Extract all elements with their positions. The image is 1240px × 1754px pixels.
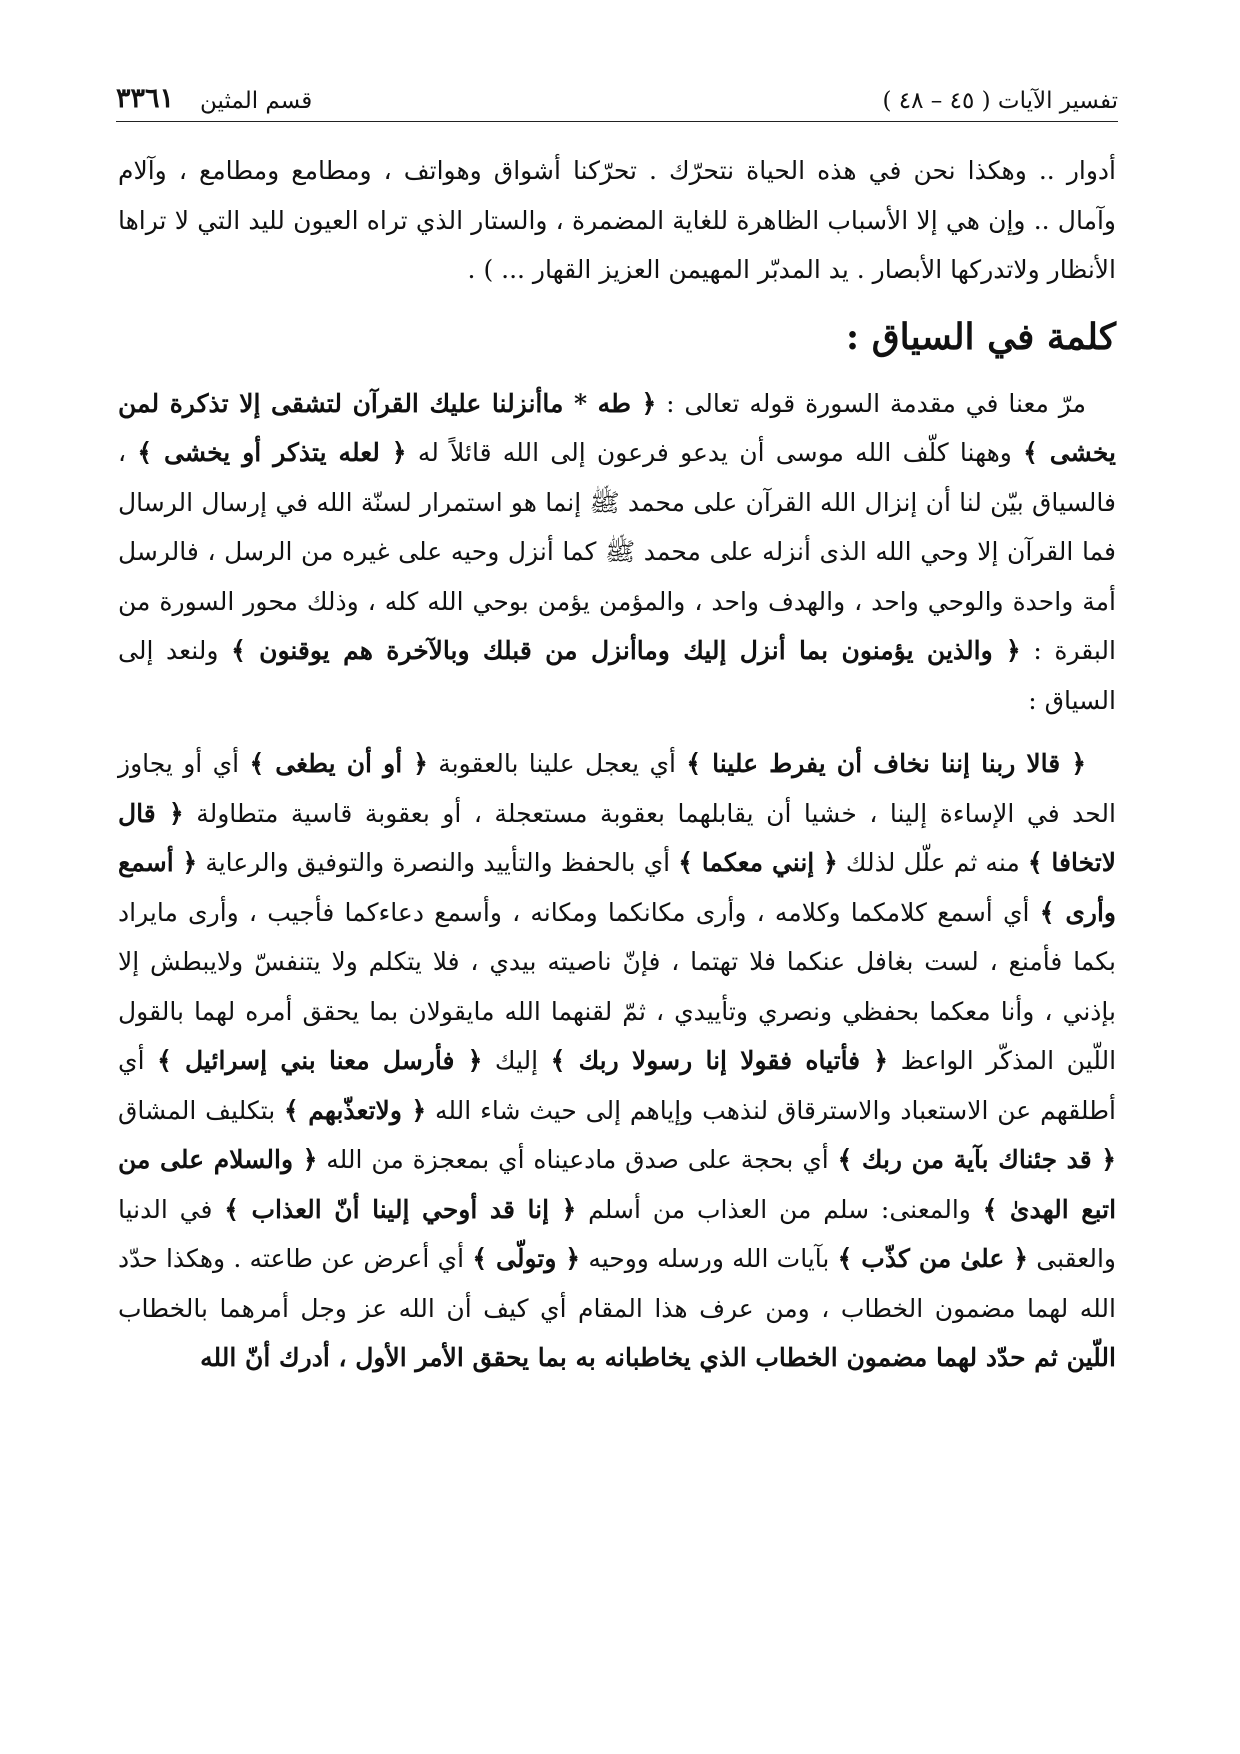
text-run: أي بالحفظ والتأييد والنصرة والتوفيق والرعاية: [205, 848, 671, 877]
quran-verse: ﴿ قال لاتخافا ﴾: [118, 798, 1116, 877]
text-run: أي أسمع كلامكما وكلامه ، وأرى مكانكما ومكانه ، وأسمع دعاءكما فأجيب ، وأرى مايراد بكما فأمنع ، لست بغافل عنكما فلا تهتما ، فإنّ ناصيته بيدي ، فلا يتكلم ولا يتنفسّ ولايبطش إلا بإذني ، وأنا معكما بحفظي ونصري وتأييدي ، ثمّ لقنهما الله مايقولان بما يحقق أمره لهما بالقول اللّين المذكّر الواعظ: [118, 897, 1117, 1075]
context-paragraph: [118, 379, 1116, 726]
quran-verse: ﴿ طه * ماأنزلنا عليك القرآن لتشقى إلا تذكرة لمن يخشى ﴾: [118, 388, 1117, 467]
text-run: والمعنى: سلم من العذاب من أسلم: [588, 1194, 971, 1224]
quran-verse: ﴿ علىٰ من كذّب ﴾: [837, 1244, 1028, 1273]
intro-paragraph: أدوار .. وهكذا نحن في هذه الحياة نتحرّك . تحرّكنا أشواق وهواتف ، ومطامع ومطامع ، وآلام وآمال .. وإن هي إلا الأسباب الظاهرة للغاية المضمرة ، والستار الذي تراه العيون لليد التي لا تراها الأنظار ولاتدركها الأبصار . يد المدبّر المهيمن العزيز القهار ... ) .: [118, 156, 1116, 284]
quran-verse: ﴿ فأتياه فقولا إنا رسولا ربك ﴾: [550, 1046, 889, 1075]
text-run: ولنعد إلى السياق :: [118, 636, 1116, 715]
text-run: منه ثم علّل لذلك: [845, 848, 1020, 877]
quran-verse: ﴿ قالا ربنا إننا نخاف أن يفرط علينا ﴾: [686, 749, 1086, 778]
body-text: [118, 146, 1116, 1383]
text-run: أي أو يجاوز الحد في الإساءة إلينا ، خشيا أن يقابلهما بعقوبة مستعجلة ، أو بعقوبة قاسية متطاولة: [118, 749, 1116, 828]
text-run: في الدنيا والعقبى: [118, 1194, 1116, 1273]
section-name: قسم المثين: [200, 88, 313, 114]
quran-verse: ﴿ فأرسل معنا بني إسرائيل ﴾: [157, 1046, 483, 1075]
chapter-title: تفسير الآيات ( ٤٥ – ٤٨ ): [882, 88, 1118, 114]
text-run: وههنا كلّف الله موسى أن يدعو فرعون إلى الله قائلاً له: [417, 438, 1012, 467]
commentary-paragraph: [118, 739, 1116, 1383]
text-run: أي بحجة على صدق مادعيناه أي بمعجزة من الله: [326, 1145, 829, 1174]
quran-verse: ﴿ والذين يؤمنون بما أنزل إليك وماأنزل من قبلك وبالآخرة هم يوقنون ﴾: [231, 636, 1021, 665]
quran-verse: ﴿ أسمع وأرى ﴾: [118, 848, 1117, 927]
quran-verse: ﴿ والسلام على من اتبع الهدىٰ ﴾: [118, 1145, 1117, 1224]
text-run: بآيات الله ورسله ووحيه: [588, 1244, 830, 1273]
header-divider: [116, 121, 1118, 122]
text-run-bold: اللّين ثم حدّد لهما مضمون الخطاب الذي يخاطبانه به بما يحقق الأمر الأول ، أدرك أنّ الله: [200, 1343, 1116, 1372]
page-number: ٣٣٦١: [116, 83, 175, 114]
text-run: إليك: [494, 1046, 539, 1075]
quran-verse: ﴿ وتولّى ﴾: [472, 1244, 581, 1273]
quran-verse: ﴿ إنني معكما ﴾: [678, 848, 838, 877]
text-run: أي يعجل علينا بالعقوبة: [438, 749, 677, 778]
text-run: أي أعرض عن طاعته . وهكذا حدّد الله لهما مضمون الخطاب ، ومن عرف هذا المقام أي كيف أن الله عز وجل أمرهما بالخطاب: [118, 1244, 1116, 1323]
text-run: مرّ معنا في مقدمة السورة قوله تعالى :: [666, 388, 1086, 418]
quran-verse: ﴿ لعله يتذكر أو يخشى ﴾: [137, 438, 407, 467]
text-run: أي أطلقهم عن الاستعباد والاسترقاق لنذهب وإياهم إلى حيث شاء الله: [118, 1046, 1116, 1125]
text-run: ، فالسياق بيّن لنا أن إنزال الله القرآن على محمد ﷺ إنما هو استمرار لسنّة الله في إرسال الرسال فما القرآن إلا وحي الله الذى أنزله على محمد ﷺ كما أنزل وحيه على غيره من الرسل ، فالرسل أمة واحدة والوحي واحد ، والهدف واحد ، والمؤمن يؤمن بوحي الله كله ، وذلك محور السورة من البقرة :: [118, 438, 1116, 665]
quran-verse: ﴿ أو أن يطغى ﴾: [249, 749, 428, 778]
text-run: بتكليف المشاق: [118, 1095, 276, 1125]
quran-verse: ﴿ ولاتعذّبهم ﴾: [284, 1095, 427, 1125]
header-left-group: [116, 83, 312, 114]
quran-verse: ﴿ إنا قد أوحي إلينا أنّ العذاب ﴾: [224, 1194, 577, 1224]
running-header: [116, 74, 1118, 114]
section-heading: كلمة في السياق :: [845, 315, 1116, 358]
quran-verse: ﴿ قد جئناك بآية من ربك ﴾: [837, 1145, 1117, 1174]
